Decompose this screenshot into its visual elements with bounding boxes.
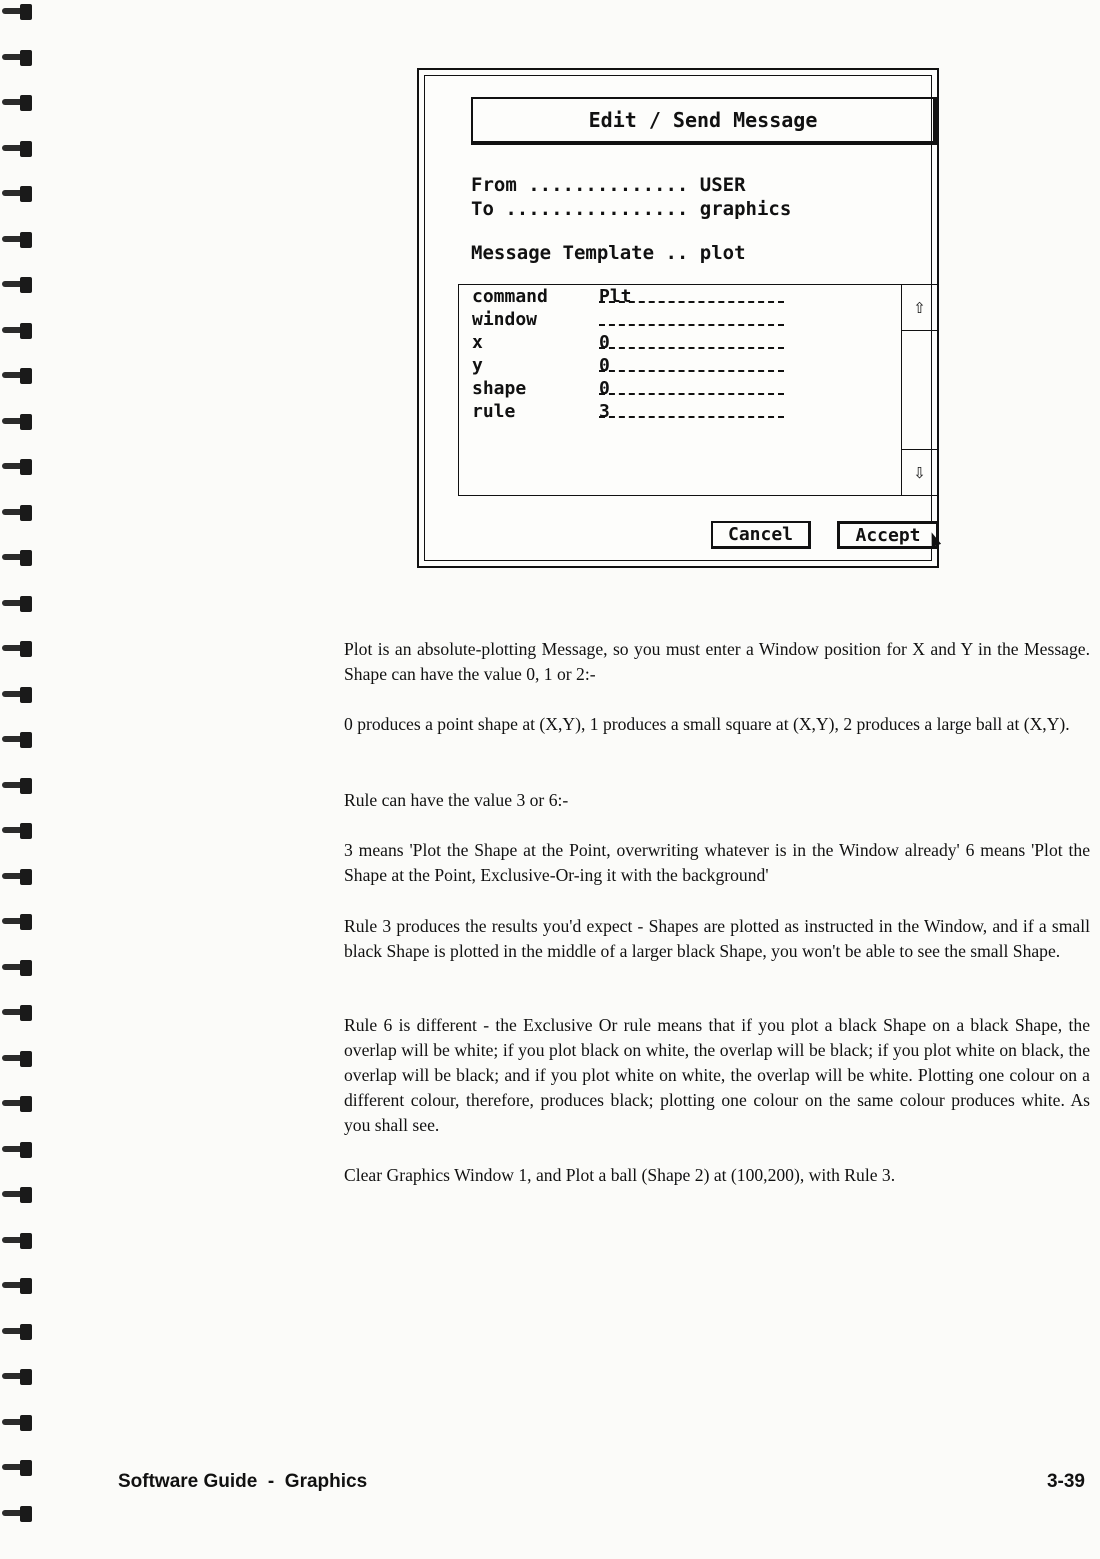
binding-coil (2, 730, 36, 750)
edit-send-message-dialog (417, 68, 939, 568)
paragraph-7: Clear Graphics Window 1, and Plot a ball (Shape 2) at (100,200), with Rule 3. (344, 1165, 896, 1185)
binding-coil (2, 1367, 36, 1387)
binding-coil (2, 1322, 36, 1342)
paragraph-1: Plot is an absolute-plotting Message, so you must enter a Window position for X and Y in the Message. Shape can have the value 0, 1 or 2:- (344, 639, 1090, 684)
rule-input[interactable] (599, 400, 784, 423)
binding-coil (2, 548, 36, 568)
binding-coil (2, 1049, 36, 1069)
binding-coil (2, 1276, 36, 1296)
binding-coil (2, 275, 36, 295)
binding-coil (2, 821, 36, 841)
binding-coil (2, 912, 36, 932)
binding-coil (2, 867, 36, 887)
binding-coil (2, 503, 36, 523)
dialog-title: Edit / Send Message (471, 97, 937, 145)
paragraph-2: 0 produces a point shape at (X,Y), 1 produces a small square at (X,Y), 2 produces a large ball at (X,Y). (344, 714, 1070, 734)
spiral-binding (0, 0, 42, 1559)
binding-coil (2, 457, 36, 477)
from-field: From .............. USER (471, 174, 746, 196)
x-input[interactable] (599, 331, 784, 354)
footer-title: Software Guide - Graphics (118, 1471, 368, 1492)
command-input[interactable] (599, 285, 784, 308)
binding-coil (2, 1413, 36, 1433)
binding-coil (2, 1458, 36, 1478)
binding-coil (2, 48, 36, 68)
parameter-list (458, 284, 938, 496)
param-name-rule: rule (472, 401, 516, 422)
binding-coil (2, 1003, 36, 1023)
param-name-command: command (472, 286, 548, 307)
binding-coil (2, 776, 36, 796)
paragraph-3: Rule can have the value 3 or 6:- (344, 790, 569, 810)
param-values (599, 285, 784, 423)
binding-coil (2, 1231, 36, 1251)
paragraph-6: Rule 6 is different - the Exclusive Or rule means that if you plot a black Shape on a black Shape, the overlap will be white; if you plot black on white, the overlap will be black; if you plot white on black, the overlap will be black; and if you plot white on white, the overlap will be white. Plotting one colour on a different colour, therefore, produces black; plotting one colour on the same colour produces white. As you shall see. (344, 1015, 1090, 1135)
arrow-up-icon[interactable]: ⇧ (902, 285, 937, 331)
binding-coil (2, 685, 36, 705)
binding-coil (2, 958, 36, 978)
y-input[interactable] (599, 354, 784, 377)
x-value: 0 (599, 332, 610, 353)
shape-value: 0 (599, 378, 610, 399)
param-name-shape: shape (472, 378, 527, 399)
paragraph-5: Rule 3 produces the results you'd expect - Shapes are plotted as instructed in the Window, and if a small black Shape is plotted in the middle of a larger black Shape, you won't be able to see the small Shape. (344, 916, 1090, 961)
binding-coil (2, 412, 36, 432)
paragraph-4: 3 means 'Plot the Shape at the Point, overwriting whatever is in the Window already' 6 means 'Plot the Shape at the Point, Exclusive-Or-ing it with the background' (344, 840, 1090, 885)
binding-coil (2, 366, 36, 386)
binding-coil (2, 321, 36, 341)
cancel-button[interactable]: Cancel (711, 521, 811, 549)
accept-button[interactable]: Accept (837, 521, 939, 549)
page-number: 3-39 (1046, 1471, 1085, 1492)
binding-coil (2, 93, 36, 113)
param-name-x: x (472, 332, 483, 353)
binding-coil (2, 639, 36, 659)
scrollbar[interactable] (901, 285, 937, 495)
binding-coil (2, 1140, 36, 1160)
y-value: 0 (599, 355, 610, 376)
message-template-field: Message Template .. plot (471, 242, 746, 264)
to-field: To ................ graphics (471, 198, 792, 220)
binding-coil (2, 1185, 36, 1205)
param-names (472, 285, 548, 423)
rule-value: 3 (599, 401, 610, 422)
arrow-down-icon[interactable]: ⇩ (902, 449, 937, 495)
binding-coil (2, 139, 36, 159)
window-input[interactable] (599, 308, 784, 331)
binding-coil (2, 594, 36, 614)
shape-input[interactable] (599, 377, 784, 400)
param-name-y: y (472, 355, 483, 376)
binding-coil (2, 1094, 36, 1114)
binding-coil (2, 230, 36, 250)
binding-coil (2, 1504, 36, 1524)
binding-coil (2, 2, 36, 22)
binding-coil (2, 184, 36, 204)
command-value: Plt (599, 286, 632, 307)
param-name-window: window (472, 309, 538, 330)
